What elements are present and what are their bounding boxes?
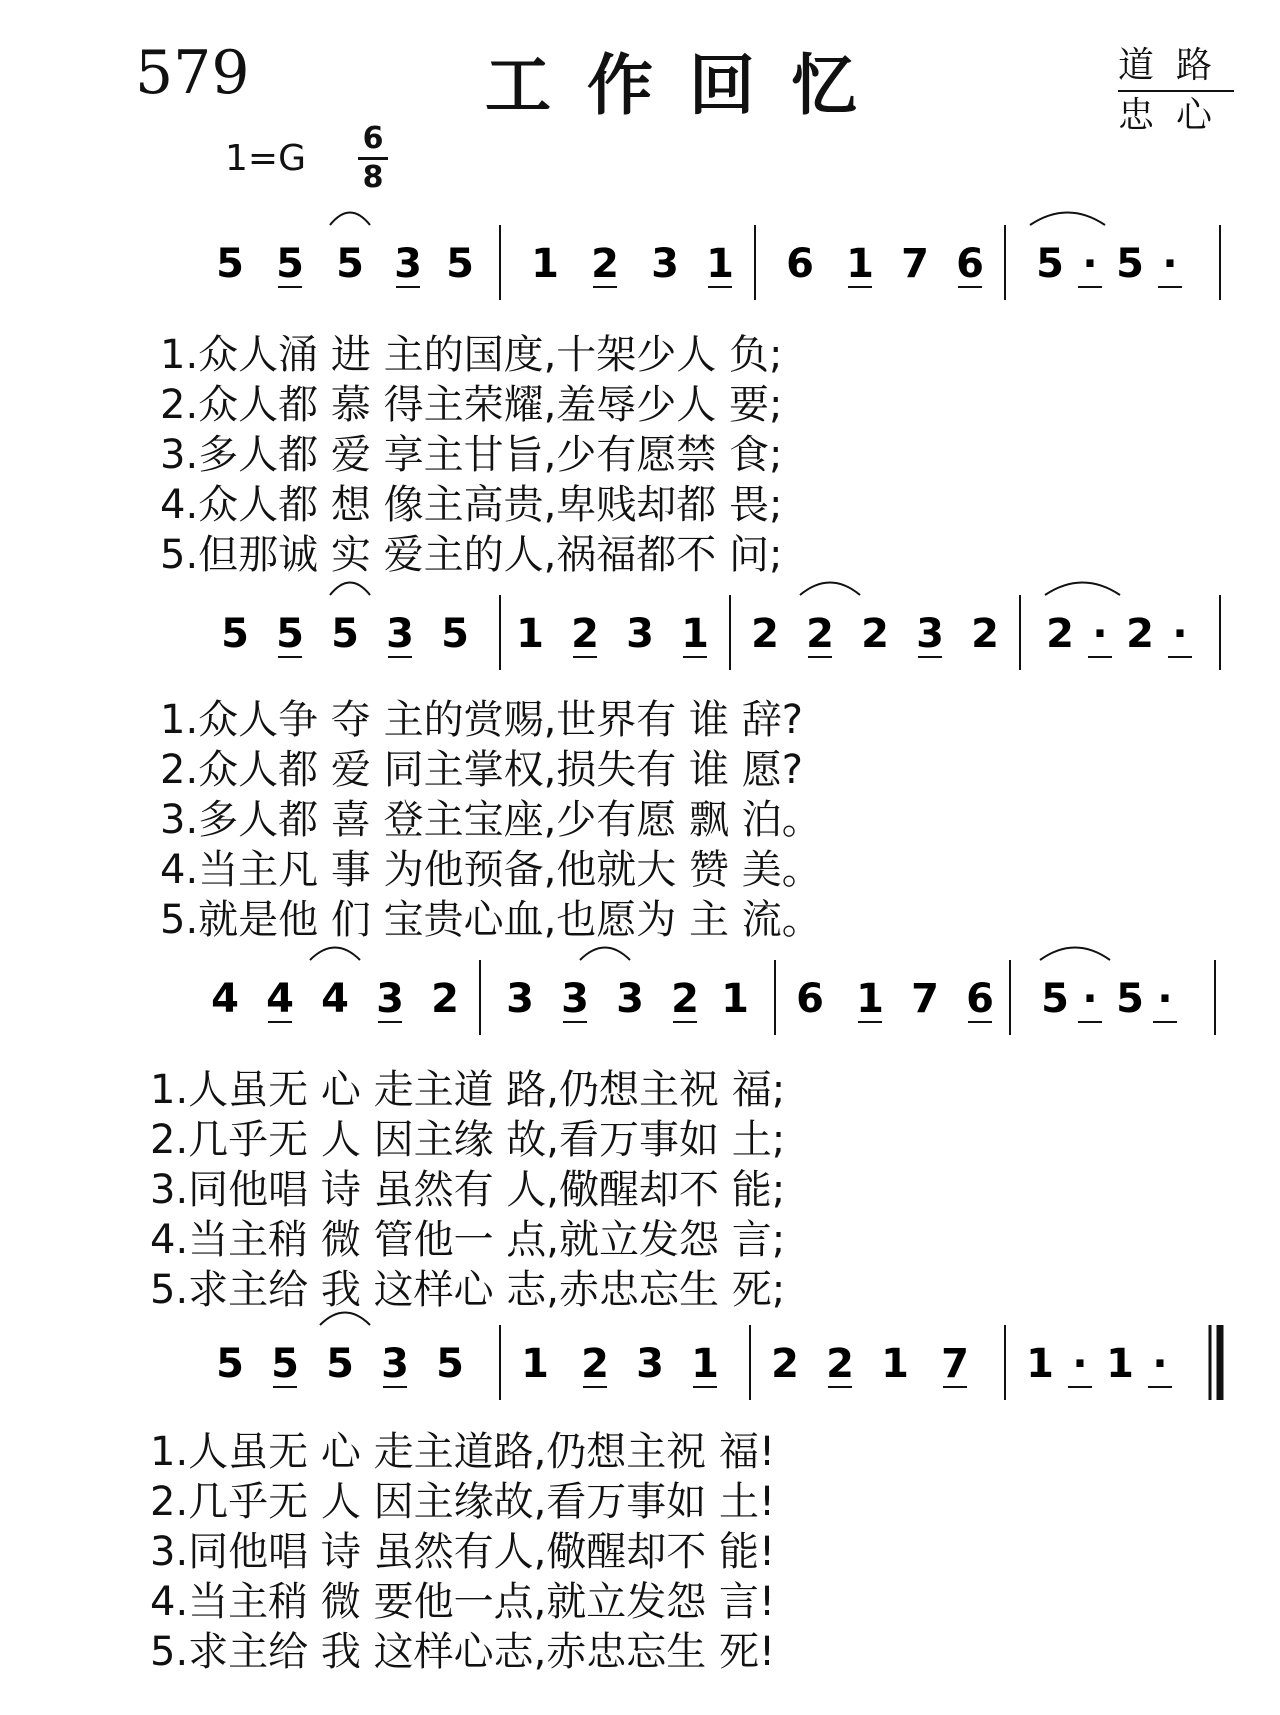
dot-mark: · [1072,1341,1088,1387]
note: 5 [1116,976,1144,1022]
note: 2 [826,1341,854,1387]
note: 2 [431,976,459,1022]
slur-arc [330,583,370,596]
dot-mark: · [1092,611,1108,657]
time-sig-bottom: 8 [362,160,384,195]
note: 1 [856,976,884,1022]
slur-arc [1045,583,1120,596]
note: 3 [394,241,422,287]
note: 7 [911,976,939,1022]
lyric-line: 5.求主给 我 这样心志,赤忠忘生 死! [150,1629,776,1675]
slur-arc [1030,213,1105,226]
slur-arc [1040,948,1110,961]
note: 5 [336,241,364,287]
note: 6 [796,976,824,1022]
dot-mark: · [1172,611,1188,657]
note: 1 [681,611,709,657]
note: 3 [506,976,534,1022]
hymn-title: 工作回忆 [485,47,893,124]
lyric-line: 5.就是他 们 宝贵心血,也愿为 主 流。 [160,897,822,943]
slur-arc [310,948,360,961]
lyric-line: 5.但那诚 实 爱主的人,祸福都不 问; [160,532,783,578]
note: 3 [916,611,944,657]
note: 5 [441,611,469,657]
note: 2 [971,611,999,657]
note: 4 [266,976,294,1022]
dot-mark: · [1082,241,1098,287]
note: 5 [326,1341,354,1387]
lyric-line: 3.多人都 爱 享主甘旨,少有愿禁 食; [160,432,783,478]
lyric-line: 4.当主稍 微 管他一 点,就立发怨 言; [150,1217,786,1263]
note: 1 [721,976,749,1022]
note: 2 [1046,611,1074,657]
lyric-line: 2.几乎无 人 因主缘故,看万事如 土! [150,1479,776,1525]
note: 2 [591,241,619,287]
note: 6 [786,241,814,287]
note: 6 [956,241,984,287]
note: 1 [881,1341,909,1387]
note: 4 [321,976,349,1022]
lyric-line: 4.众人都 想 像主高贵,卑贱却都 畏; [160,482,783,528]
note: 5 [1116,241,1144,287]
slur-arc [330,213,370,226]
note: 1 [531,241,559,287]
slur-arc [580,948,630,961]
note: 5 [1041,976,1069,1022]
note: 2 [571,611,599,657]
note: 5 [276,611,304,657]
lyric-line: 2.几乎无 人 因主缘 故,看万事如 土; [150,1117,786,1163]
note: 1 [1026,1341,1054,1387]
dot-mark: · [1152,1341,1168,1387]
note: 2 [861,611,889,657]
lyric-line: 4.当主凡 事 为他预备,他就大 赞 美。 [160,847,822,893]
slur-arc [800,583,860,596]
note: 1 [521,1341,549,1387]
note: 5 [276,241,304,287]
note: 5 [331,611,359,657]
note: 1 [706,241,734,287]
lyric-line: 2.众人都 爱 同主掌权,损失有 谁 愿? [160,747,803,793]
lyric-line: 3.同他唱 诗 虽然有 人,儆醒却不 能; [150,1167,786,1213]
dot-mark: · [1082,976,1098,1022]
lyric-line: 3.同他唱 诗 虽然有人,儆醒却不 能! [150,1529,776,1575]
note: 5 [271,1341,299,1387]
note: 3 [616,976,644,1022]
note: 5 [436,1341,464,1387]
dot-mark: · [1157,976,1173,1022]
note: 6 [966,976,994,1022]
note: 2 [581,1341,609,1387]
composer-credit: 忠心 [1118,95,1235,136]
note: 2 [806,611,834,657]
time-sig-top: 6 [362,121,384,156]
note: 3 [561,976,589,1022]
note: 3 [376,976,404,1022]
note: 5 [446,241,474,287]
note: 1 [516,611,544,657]
note: 2 [671,976,699,1022]
note: 1 [691,1341,719,1387]
note: 5 [216,241,244,287]
dot-mark: · [1162,241,1178,287]
key-signature: 1=G [225,138,306,179]
note: 7 [901,241,929,287]
lyric-line: 4.当主稍 微 要他一点,就立发怨 言! [150,1579,776,1625]
lyric-line: 1.人虽无 心 走主道路,仍想主祝 福! [150,1429,776,1475]
note: 2 [751,611,779,657]
note: 4 [211,976,239,1022]
note: 5 [1036,241,1064,287]
note: 1 [846,241,874,287]
note: 3 [636,1341,664,1387]
note: 5 [221,611,249,657]
note: 2 [771,1341,799,1387]
note: 3 [651,241,679,287]
lyric-line: 3.多人都 喜 登主宝座,少有愿 飘 泊。 [160,797,822,843]
lyric-line: 1.人虽无 心 走主道 路,仍想主祝 福; [150,1067,786,1113]
lyric-line: 1.众人争 夺 主的赏赐,世界有 谁 辞? [160,697,803,743]
note: 2 [1126,611,1154,657]
note: 3 [381,1341,409,1387]
lyricist-credit: 道路 [1118,42,1234,92]
note: 5 [216,1341,244,1387]
note: 3 [386,611,414,657]
note: 3 [626,611,654,657]
lyric-line: 5.求主给 我 这样心 志,赤忠忘生 死; [150,1267,786,1313]
hymn-number: 579 [135,38,250,108]
lyric-line: 2.众人都 慕 得主荣耀,羞辱少人 要; [160,382,783,428]
note: 1 [1106,1341,1134,1387]
lyric-line: 1.众人涌 进 主的国度,十架少人 负; [160,332,783,378]
note: 7 [941,1341,969,1387]
